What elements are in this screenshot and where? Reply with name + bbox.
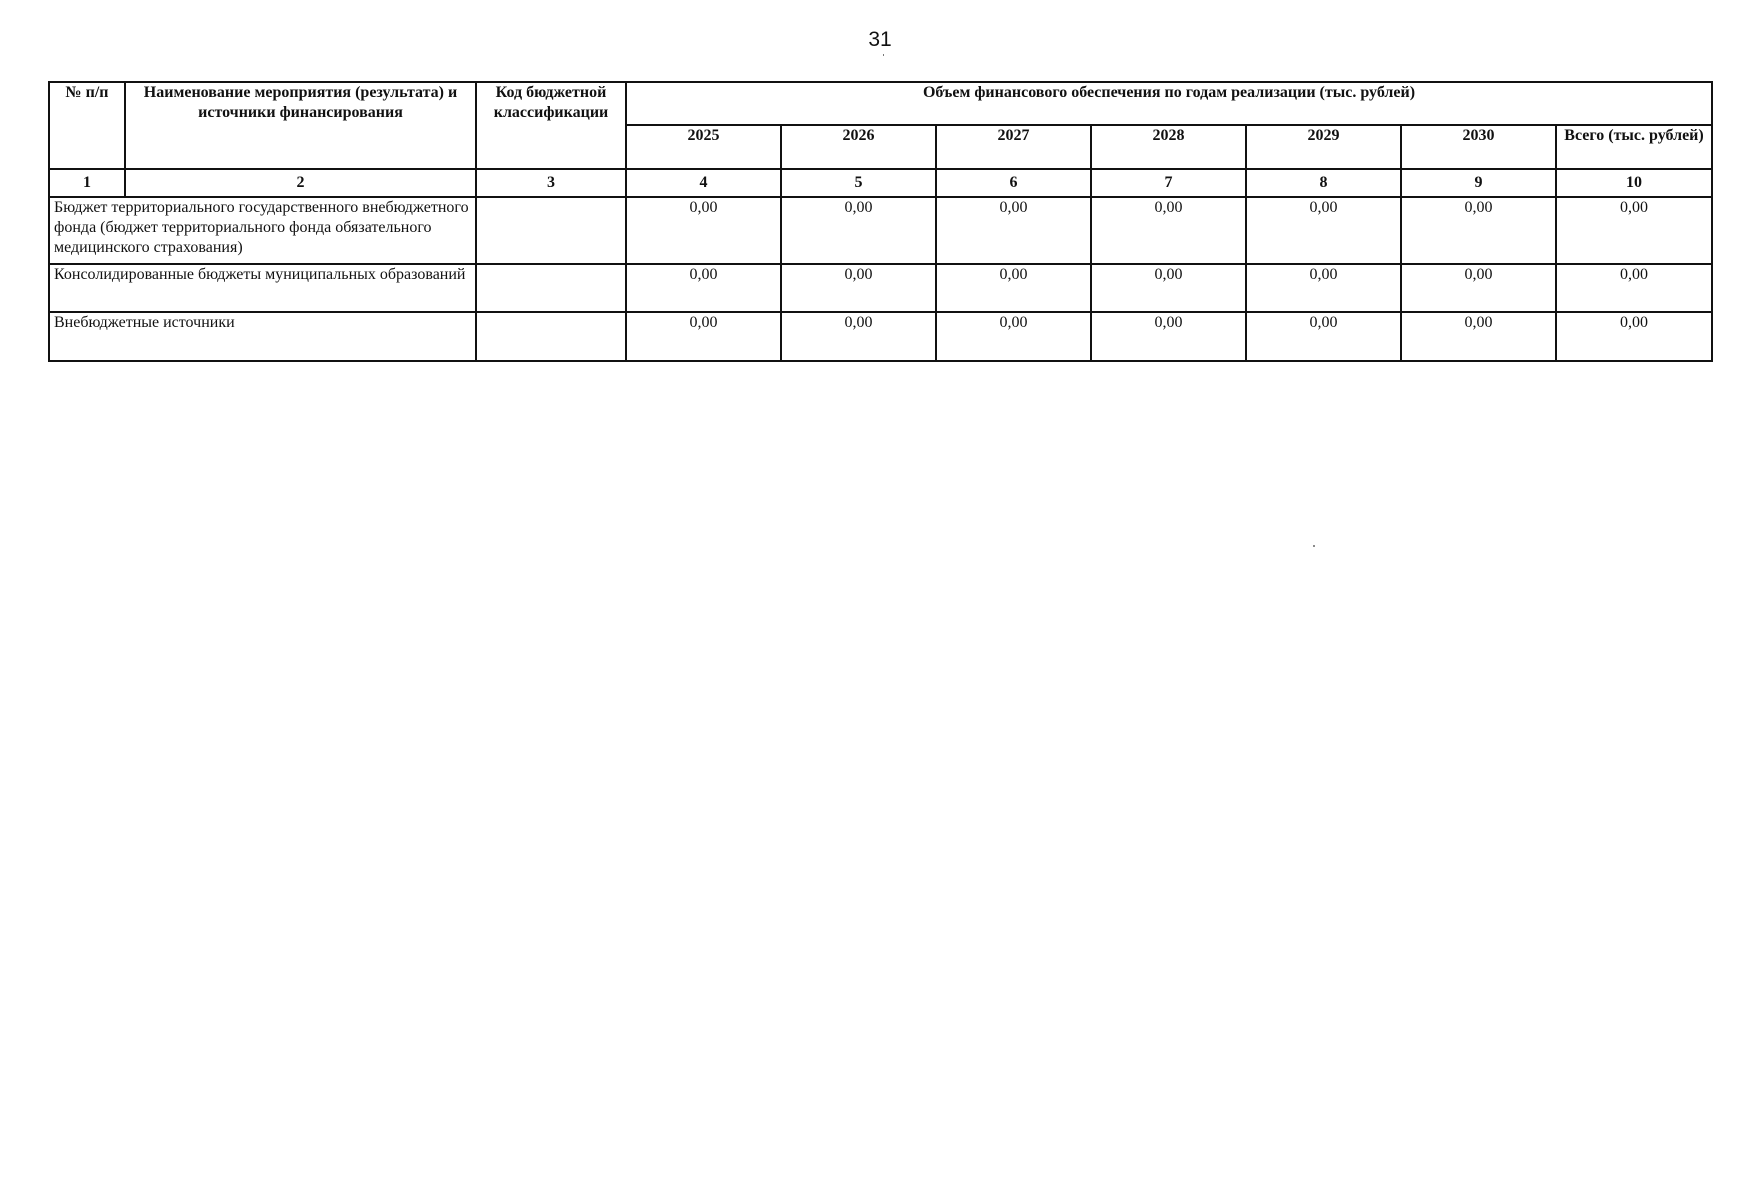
header-financing-volume: Объем финансового обеспечения по годам реализации (тыс. рублей)	[626, 82, 1712, 125]
column-number: 10	[1556, 169, 1712, 197]
value-cell: 0,00	[936, 197, 1091, 264]
column-number-row	[49, 169, 1712, 197]
header-total: Всего (тыс. рублей)	[1556, 125, 1712, 169]
column-number: 4	[626, 169, 781, 197]
value-cell: 0,00	[1246, 197, 1401, 264]
value-cell: 0,00	[1246, 312, 1401, 361]
header-year: 2026	[781, 125, 936, 169]
column-number: 8	[1246, 169, 1401, 197]
scan-speck	[1313, 545, 1315, 547]
column-number: 2	[125, 169, 476, 197]
row-label: Консолидированные бюджеты муниципальных образований	[49, 264, 476, 312]
header-year: 2027	[936, 125, 1091, 169]
value-cell: 0,00	[1091, 312, 1246, 361]
table-row	[49, 197, 1712, 264]
header-year: 2025	[626, 125, 781, 169]
value-cell: 0,00	[626, 197, 781, 264]
row-label: Внебюджетные источники	[49, 312, 476, 361]
column-number: 9	[1401, 169, 1556, 197]
value-cell: 0,00	[936, 312, 1091, 361]
header-year: 2028	[1091, 125, 1246, 169]
value-cell: 0,00	[1401, 264, 1556, 312]
header-year: 2030	[1401, 125, 1556, 169]
value-cell: 0,00	[1401, 312, 1556, 361]
header-budget-code: Код бюджетной классификации	[476, 82, 626, 169]
page-number: 31	[868, 28, 892, 51]
table-row	[49, 264, 1712, 312]
value-cell: 0,00	[1091, 264, 1246, 312]
total-cell: 0,00	[1556, 264, 1712, 312]
value-cell: 0,00	[781, 312, 936, 361]
scan-speck	[883, 54, 884, 56]
financing-table	[48, 81, 1713, 362]
column-number: 5	[781, 169, 936, 197]
header-event-name: Наименование мероприятия (результата) и источники финансирования	[125, 82, 476, 169]
total-cell: 0,00	[1556, 197, 1712, 264]
value-cell: 0,00	[1401, 197, 1556, 264]
column-number: 7	[1091, 169, 1246, 197]
header-year: 2029	[1246, 125, 1401, 169]
value-cell: 0,00	[781, 197, 936, 264]
row-budget-code	[476, 312, 626, 361]
column-number: 1	[49, 169, 125, 197]
header-row-number: № п/п	[49, 82, 125, 169]
column-number: 3	[476, 169, 626, 197]
row-budget-code	[476, 264, 626, 312]
value-cell: 0,00	[626, 264, 781, 312]
value-cell: 0,00	[626, 312, 781, 361]
total-cell: 0,00	[1556, 312, 1712, 361]
row-budget-code	[476, 197, 626, 264]
column-number: 6	[936, 169, 1091, 197]
value-cell: 0,00	[936, 264, 1091, 312]
table-row	[49, 312, 1712, 361]
value-cell: 0,00	[781, 264, 936, 312]
value-cell: 0,00	[1246, 264, 1401, 312]
value-cell: 0,00	[1091, 197, 1246, 264]
row-label: Бюджет территориального государственного внебюджетного фонда (бюджет территориального фонда обязательного медицинского страхования)	[49, 197, 476, 264]
